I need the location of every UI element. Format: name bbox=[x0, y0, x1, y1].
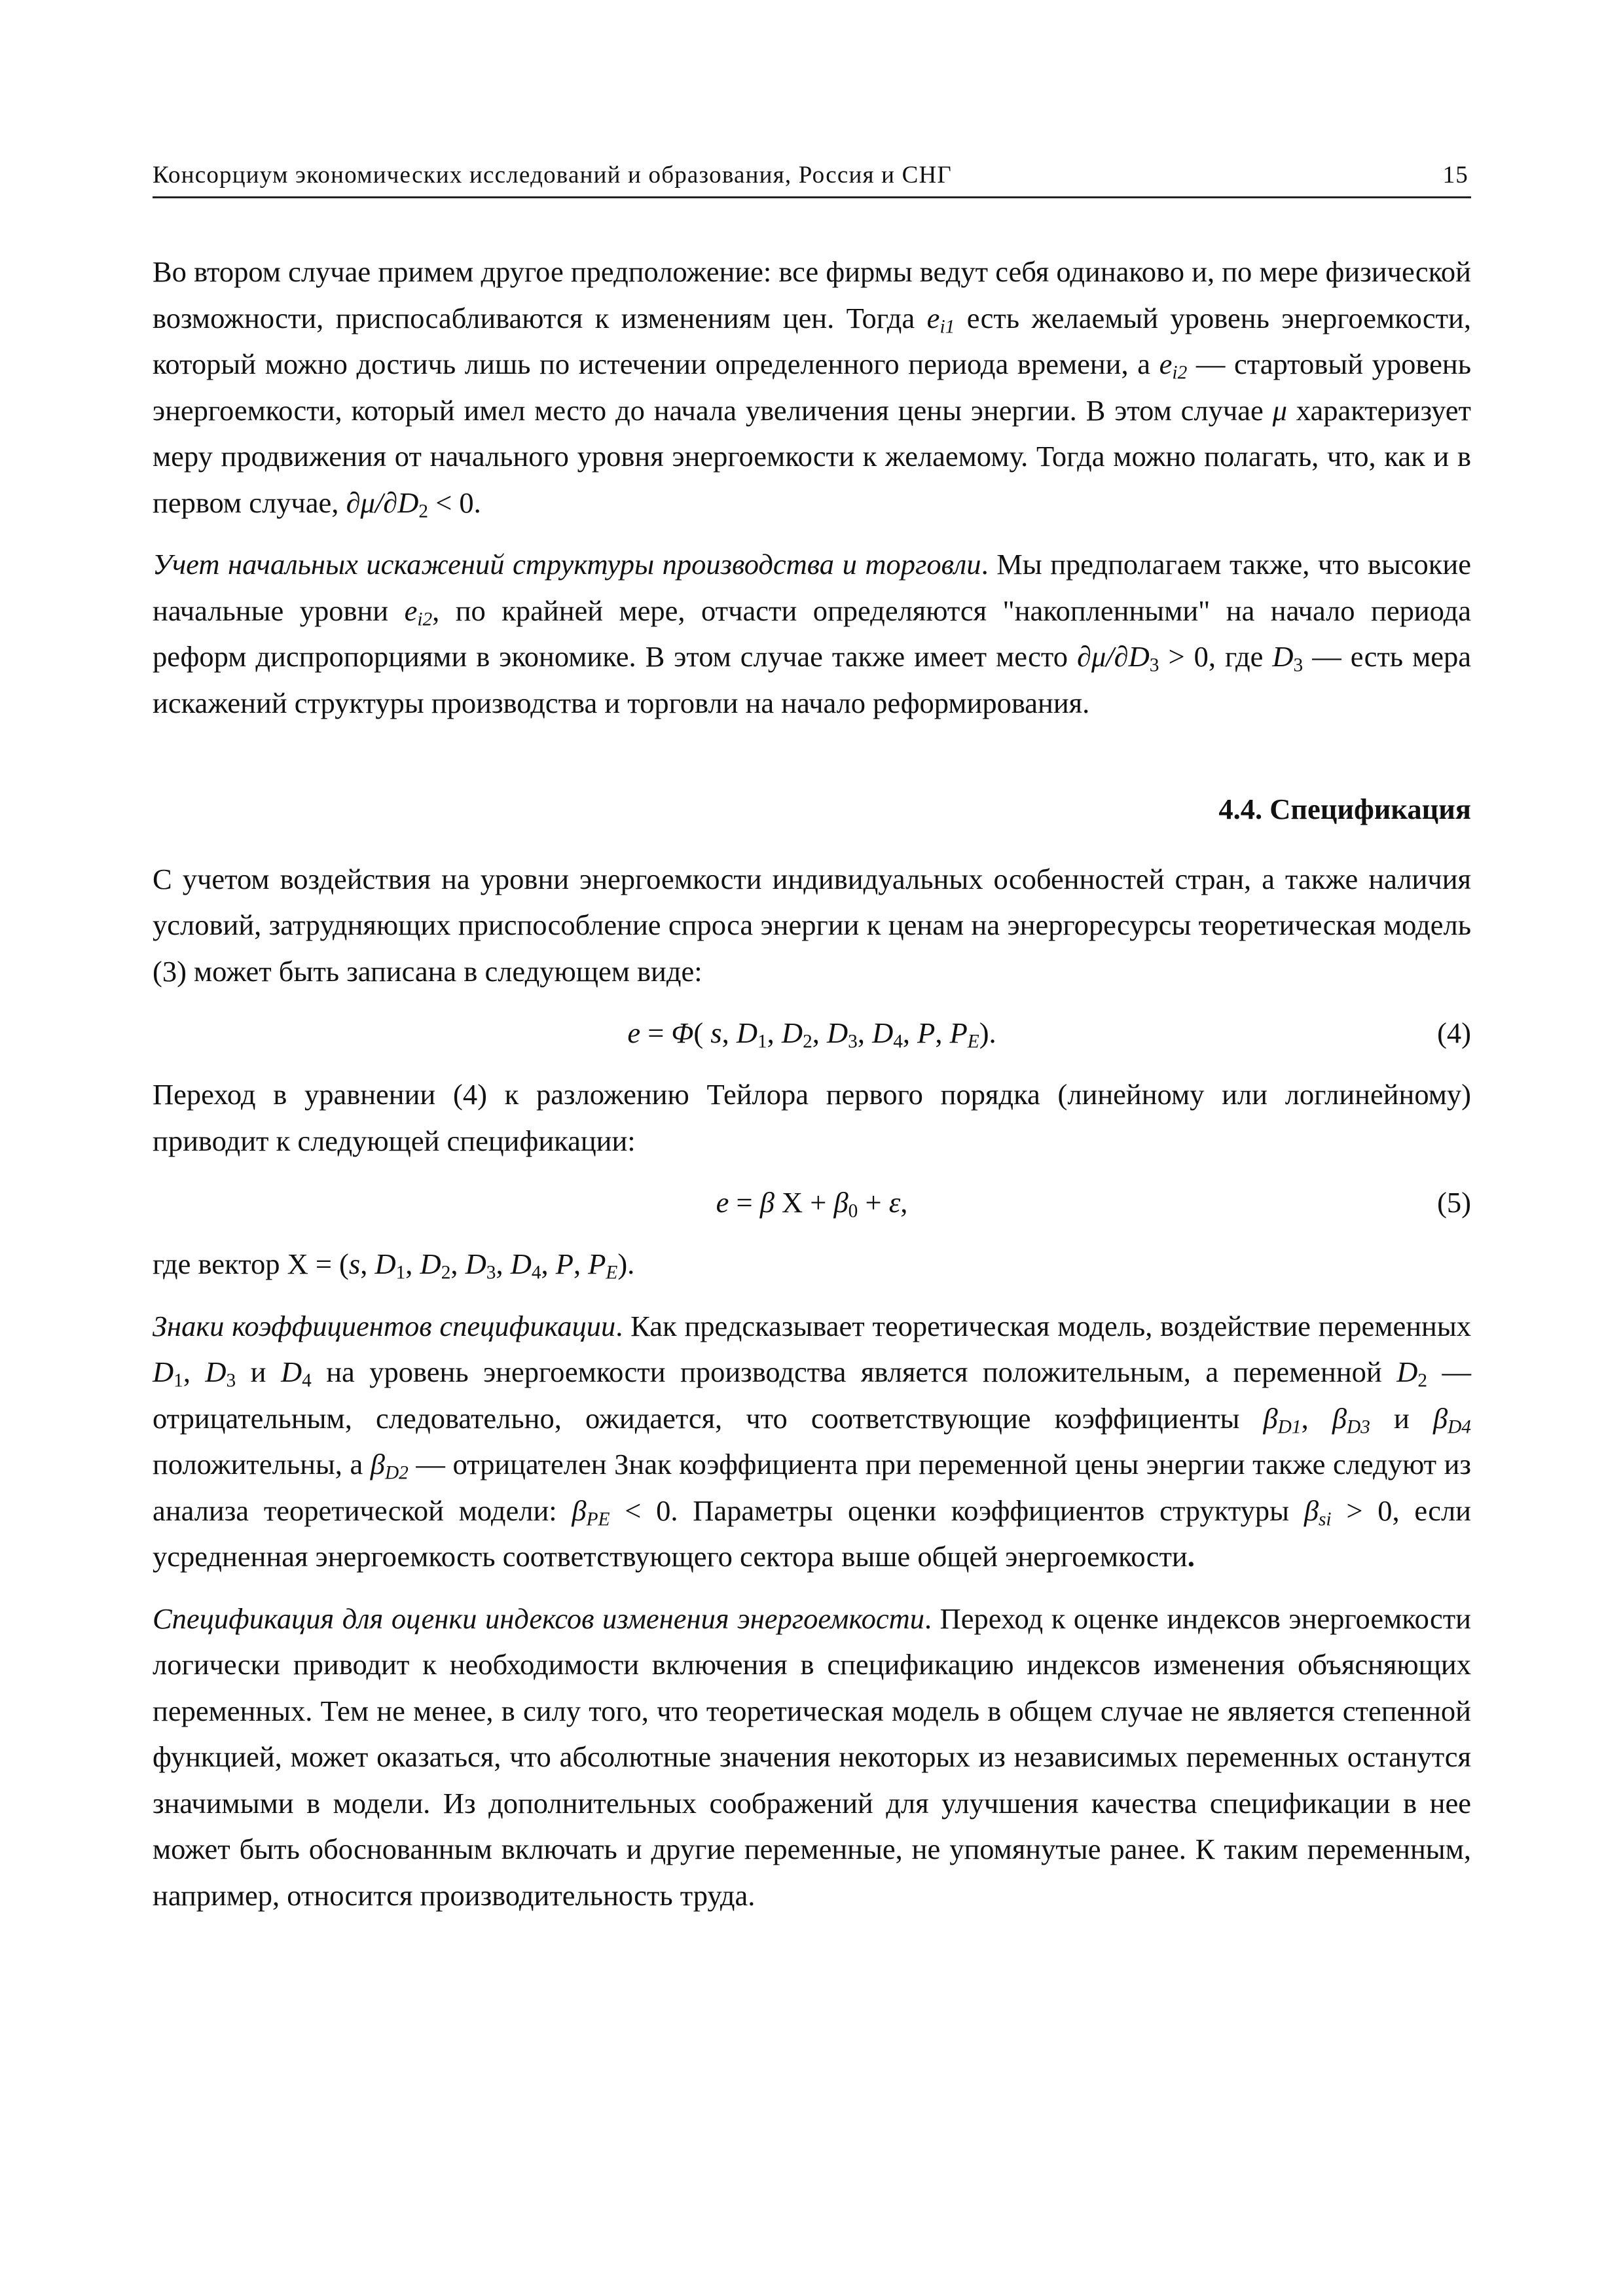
paragraph-6: Знаки коэффициентов спецификации. Как предсказывает теоретическая модель, воздействие переменных $D_1$, $D_3$ и $D_4$ на уровень энергоемкости производства является положительным, а переменной $D_2$ — отрицательным, следовательно, ожидается, что соответствующие коэффициенты $\beta_{D1}$, $\beta_{D3}$ и $\beta_{D4}$ положительны, а $\beta_{D2}$ — отрицателен Знак коэффициента при переменной цены энергии также следуют из анализа теоретической модели: $\beta_{PE} < 0$. Параметры оценки коэффициентов структуры $\beta_{si} > 0$, если усредненная энергоемкость соответствующего сектора выше общей энергоемкости. bbox=[153, 1309, 1471, 1573]
header-title: Консорциум экономических исследований и образования, Россия и СНГ bbox=[153, 162, 953, 188]
paragraph-4: Переход в уравнении (4) к разложению Тейлора первого порядка (линейному или логлинейному) приводит к следующей спецификации: bbox=[153, 1078, 1471, 1157]
page-number: 15 bbox=[1442, 162, 1468, 188]
section-heading: 4.4. Спецификация bbox=[1218, 793, 1471, 825]
equation-5 bbox=[153, 1179, 1471, 1227]
paragraph-7: Спецификация для оценки индексов изменения энергоемкости. Переход к оценке индексов энергоемкости логически приводит к необходимости включения в спецификацию индексов изменения объясняющих переменных. Тем не менее, в силу того, что теоретическая модель в общем случае не является степенной функцией, может оказаться, что абсолютные значения некоторых из независимых переменных останутся значимыми в модели. Из дополнительных соображений для улучшения качества спецификации в нее может быть обоснованным включать и другие переменные, не упомянутые ранее. К таким переменным, например, относится производительность труда. bbox=[153, 1602, 1471, 1912]
running-header bbox=[153, 156, 1471, 198]
body-text bbox=[153, 249, 1471, 1934]
paragraph-6-lead: Знаки коэффициентов спецификации bbox=[153, 1309, 616, 1342]
paragraph-1: Во втором случае примем другое предположение: все фирмы ведут себя одинаково и, по мере физической возможности, приспосабливаются к изменениям цен. Тогда $e_{i1}$ есть желаемый уровень энергоемкости, который можно достичь лишь по истечении определенного периода времени, а $e_{i2}$ — стартовый уровень энергоемкости, который имел место до начала увеличения цены энергии. В этом случае μ характеризует меру продвижения от начального уровня энергоемкости к желаемому. Тогда можно полагать, что, как и в первом случае, $\partial\mu/\partial D_2 < 0$. bbox=[153, 255, 1472, 522]
paragraph-2-lead: Учет начальных искажений структуры производства и торговли bbox=[153, 548, 981, 581]
equation-5-body: e = β $X + \beta_0 + \varepsilon$, bbox=[716, 1186, 908, 1222]
equation-5-number: (5) bbox=[1437, 1186, 1471, 1219]
paragraph-7-lead: Спецификация для оценки индексов изменения энергоемкости bbox=[153, 1602, 924, 1635]
equation-4 bbox=[153, 1010, 1471, 1057]
equation-4-number: (4) bbox=[1437, 1016, 1471, 1049]
paragraph-3: С учетом воздействия на уровни энергоемкости индивидуальных особенностей стран, а также наличия условий, затрудняющих приспособление спроса энергии к ценам на энергоресурсы теоретическая модель (3) может быть записана в следующем виде: bbox=[153, 862, 1471, 988]
paragraph-5: где вектор X = (s, $D_1$, $D_2$, $D_3$, $D_4$, P, $P_E$). bbox=[153, 1247, 635, 1283]
paragraph-2: Учет начальных искажений структуры производства и торговли. Мы предполагаем также, что высокие начальные уровни $e_{i2}$, по крайней мере, отчасти определяются "накопленными" на начало периода реформ диспропорциями в экономике. В этом случае также имеет место $\partial\mu/\partial D_3 > 0$, где $D_3$ — есть мера искажений структуры производства и торговли на начало реформирования. bbox=[153, 548, 1472, 719]
equation-4-body: e = Φ( s, $D_1$, $D_2$, $D_3$, $D_4$, P, $P_E$). bbox=[627, 1016, 996, 1052]
